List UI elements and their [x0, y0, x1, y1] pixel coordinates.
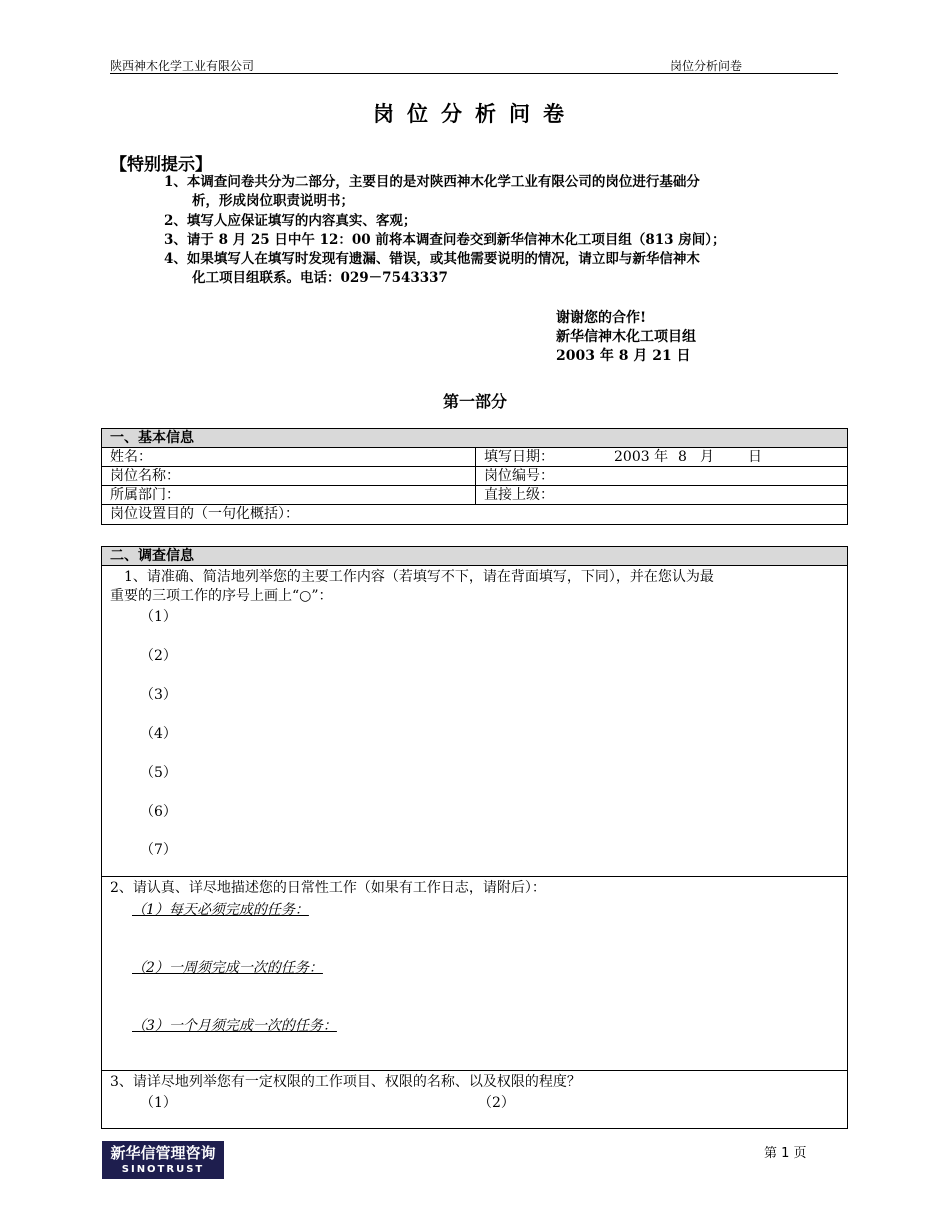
list-item: （1）	[140, 609, 177, 625]
basic-info-table	[101, 428, 848, 525]
notice-item-1-line1: 1、本调查问卷共分为二部分，主要目的是对陕西神木化学工业有限公司的岗位进行基础分	[164, 174, 700, 190]
date-month-unit: 月	[700, 449, 714, 465]
basic-info-row	[102, 467, 847, 486]
date-year: 2003 年	[614, 449, 669, 465]
thanks-date: 2003 年 8 月 21 日	[556, 348, 691, 364]
notice-item-4	[164, 250, 824, 288]
date-day-unit: 日	[748, 449, 762, 465]
page-header	[110, 57, 838, 74]
purpose-label: 岗位设置目的（一句化概括）：	[110, 506, 299, 522]
thanks-team: 新华信神木化工项目组	[556, 329, 696, 345]
name-label: 姓名：	[110, 449, 152, 465]
list-item: （3）	[140, 687, 177, 703]
notice-heading: 【特别提示】	[110, 155, 212, 175]
department-label: 所属部门：	[110, 487, 180, 503]
question-1-line1: 1、请准确、简洁地列举您的主要工作内容（若填写不下，请在背面填写，下同），并在您认为最	[110, 569, 714, 585]
position-code-label: 岗位编号：	[484, 468, 554, 484]
survey-table	[101, 546, 848, 1129]
question-2-block	[102, 877, 847, 1071]
question-3-item-1: （1）	[140, 1095, 177, 1111]
survey-section-title: 二、调查信息	[102, 547, 847, 566]
basic-info-row	[102, 448, 847, 467]
header-company: 陕西神木化学工业有限公司	[110, 59, 255, 73]
list-item: （4）	[140, 726, 177, 742]
notice-item-2	[164, 212, 824, 231]
weekly-task-label: （2）一周须完成一次的任务：	[132, 960, 323, 976]
list-item: （7）	[140, 842, 177, 858]
list-item: （2）	[140, 648, 177, 664]
question-2-text: 2、请认真、详尽地描述您的日常性工作（如果有工作日志，请附后）：	[110, 880, 546, 896]
notice-item-3-line1: 3、请于 8 月 25 日中午 12：00 前将本调查问卷交到新华信神木化工项目组（813 房间）；	[164, 232, 726, 248]
date-label: 填写日期：	[484, 449, 554, 465]
notice-item-1-line2: 析，形成岗位职责说明书；	[192, 193, 354, 209]
notice-item-2-line1: 2、填写人应保证填写的内容真实、客观；	[164, 213, 417, 229]
basic-info-section-title: 一、基本信息	[102, 429, 847, 448]
question-1-line2: 重要的三项工作的序号上画上“○”：	[110, 588, 333, 604]
notice-item-3	[164, 231, 824, 250]
date-month: 8	[678, 449, 687, 465]
list-item: （6）	[140, 804, 177, 820]
header-doc-name: 岗位分析问卷	[670, 59, 743, 73]
notice-item-4-line1: 4、如果填写人在填写时发现有遗漏、错误，或其他需要说明的情况，请立即与新华信神木	[164, 251, 700, 267]
question-3-text: 3、请详尽地列举您有一定权限的工作项目、权限的名称、以及权限的程度？	[110, 1074, 581, 1090]
sinotrust-logo	[102, 1141, 224, 1179]
daily-task-label: （1）每天必须完成的任务：	[132, 902, 309, 918]
question-1-block	[102, 566, 847, 877]
page-number: 第 1 页	[764, 1146, 807, 1161]
basic-info-row	[102, 486, 847, 505]
superior-label: 直接上级：	[484, 487, 554, 503]
document-title: 岗位分析问卷	[373, 102, 577, 126]
notice-item-1	[164, 173, 824, 211]
question-3-block	[102, 1071, 847, 1128]
logo-chinese: 新华信管理咨询	[110, 1144, 216, 1162]
thanks-block	[556, 309, 696, 366]
position-label: 岗位名称：	[110, 468, 180, 484]
monthly-task-label: （3）一个月须完成一次的任务：	[132, 1018, 337, 1034]
question-3-item-2: （2）	[478, 1095, 515, 1111]
notice-item-4-line2: 化工项目组联系。电话：029－7543337	[192, 270, 448, 286]
basic-info-row	[102, 505, 847, 524]
question-1-text	[110, 568, 714, 606]
thanks-line: 谢谢您的合作!	[556, 310, 647, 326]
list-item: （5）	[140, 765, 177, 781]
logo-english: SINOTRUST	[121, 1164, 205, 1175]
part-title: 第一部分	[442, 392, 507, 411]
